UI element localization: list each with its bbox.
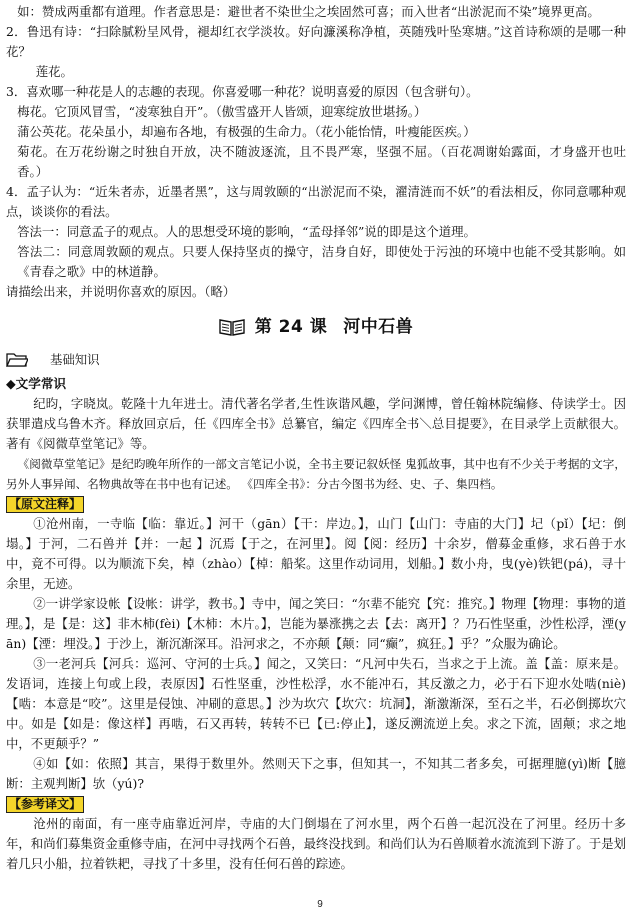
question-4-answer-2: 答法二：同意周敦颐的观点。只要人保持坚贞的操守，洁身自好，即使处于污浊的环境中也能不受其影响。如《青春之歌》中的林道静。 <box>17 244 626 279</box>
lesson-title: 河中石兽 <box>343 317 414 337</box>
annotated-paragraph-3: ③一老河兵【河兵：巡河、守河的士兵。】闻之，又笑曰：“凡河中失石，当求之于上流。盖【盖：原来是。发语词，连接上句或上段，表原因】石性坚重，沙性松浮，水不能冲石，其反激之力，必于石下迎水处啮(niè)【啮：本意是“咬”。这里是侵蚀、冲刷的意思。】沙为坎穴【坎穴：坑洞】，渐激渐深，至石之半，石必倒掷坎穴中。如是【如是：像这样】再啮，石又再转，转转不已【已:停止】，遂反溯流逆上矣。求之下流，固颠；求之地中，不更颠乎？” <box>6 656 626 751</box>
basics-section-heading <box>6 348 626 372</box>
answer-paragraph: 如：赞成两重都有道理。作者意思是：避世者不染世尘之埃固然可喜；而入世者“出淤泥而不染”境界更高。 <box>17 4 600 19</box>
question-2: 2．鲁迅有诗：“扫除腻粉呈风骨，褪却红衣学淡妆。好向濂溪称净植，英随残叶坠寒塘。”这首诗称颂的是哪一种花？ <box>6 24 626 59</box>
literary-paragraph-1: 纪昀，字晓岚。乾隆十九年进士。清代著名学者,生性诙谐风趣，学问渊博，曾任翰林院编修、侍读学士。因获罪遣戍乌鲁木齐。释放回京后，任《四库全书》总纂官，编定《四库全书＼总目提要》，在目录学上贡献很大。著有《阅微草堂笔记》等。 <box>6 396 626 451</box>
question-2-answer: 莲花。 <box>35 64 73 79</box>
open-book-icon <box>219 317 245 337</box>
question-4: 4．孟子认为：“近朱者赤，近墨者黑”，这与周敦颐的“出淤泥而不染，濯清涟而不妖”的看法相反，你同意哪种观点，谈谈你的看法。 <box>6 184 626 219</box>
question-3-answer-plum: 梅花。它顶风冒雪，“凌寒独自开”。（傲雪盛开人皆颂，迎寒绽放世堪扬。） <box>17 104 427 119</box>
annotated-paragraph-1: ①沧州南，一寺临【临：靠近。】河干（gān）【干：岸边。】，山门【山门：寺庙的大门】圮（pǐ）【圮：倒塌。】于河，二石兽并【并：一起 】沉焉【于之，在河里】。阅【阅：经历】十余岁，僧募金重修，求石兽于水中，竟不可得。以为顺流下矣，棹（zhào）【棹：船桨。这里作动词用，划船。】数小舟，曳(yè)铁钯(pá)，寻十余里，无迹。 <box>6 516 626 591</box>
question-3: 3．喜欢哪一种花是人的志趣的表现。你喜爱哪一种花？说明喜爱的原因（包含骈句）。 <box>6 84 479 99</box>
annotated-paragraph-2: ②一讲学家设帐【设帐：讲学，教书。】寺中，闻之笑曰：“尔辈不能究【究：推究。】物理【物理：事物的道理。】，是【是：这】非木柿(fèi)【木柿：木片。】，岂能为暴涨携之去【去：离开】？乃石性坚重，沙性松浮，湮(yān)【湮：埋没。】于沙上，渐沉渐深耳。沿河求之，不亦颠【颠：同“癫”，疯狂。】乎？”众服为确论。 <box>6 596 626 651</box>
question-4-answer-1: 答法一：同意孟子的观点。人的思想受环境的影响，“孟母择邻”说的即是这个道理。 <box>17 224 476 239</box>
annotated-text-label: 【原文注释】 <box>6 496 84 513</box>
question-5: 请描绘出来，并说明你喜欢的原因。（略） <box>6 284 236 299</box>
translation-label: 【参考译文】 <box>6 796 84 813</box>
question-3-answer-chrysanthemum: 菊花。在万花纷谢之时独自开放，决不随波逐流，且不畏严寒，坚强不屈。（百花凋谢始露面，才身盛开也吐香。） <box>17 144 626 179</box>
translation-paragraph-1: 沧州的南面，有一座寺庙靠近河岸，寺庙的大门倒塌在了河水里，两个石兽一起沉没在了河里。经历十多年，和尚们募集资金重修寺庙，在河中寻找两个石兽，最终没找到。和尚们认为石兽顺着水流流到下游了。于是划着几只小船，拉着铁耙，寻找了十多里，没有任何石兽的踪迹。 <box>6 816 626 871</box>
page-number: 9 <box>317 899 323 910</box>
annotated-paragraph-4: ④如【如：依照】其言，果得于数里外。然则天下之事，但知其一，不知其二者多矣，可据理臆(yì)断【臆断：主观判断】欤（yú)? <box>6 756 626 791</box>
folder-icon <box>6 352 28 368</box>
literary-paragraph-2: 《阅微草堂笔记》是纪昀晚年所作的一部文言笔记小说，全书主要记叙妖怪 鬼狐故事，其中也有不少关于考据的文字，另外人事异闻、名物典故等在书中也有记述。 《四库全书》：分古今图书为经、史、子、集四档。 <box>6 457 626 491</box>
question-3-answer-dandelion: 蒲公英花。花朵虽小，却遍布各地，有极强的生命力。（花小能怡情，叶瘦能医疾。） <box>17 124 476 139</box>
basics-heading: 基础知识 <box>50 352 100 367</box>
literary-heading: ◆文学常识 <box>6 376 67 391</box>
lesson-heading <box>6 312 626 342</box>
lesson-number: 第 24 课 <box>254 317 328 337</box>
